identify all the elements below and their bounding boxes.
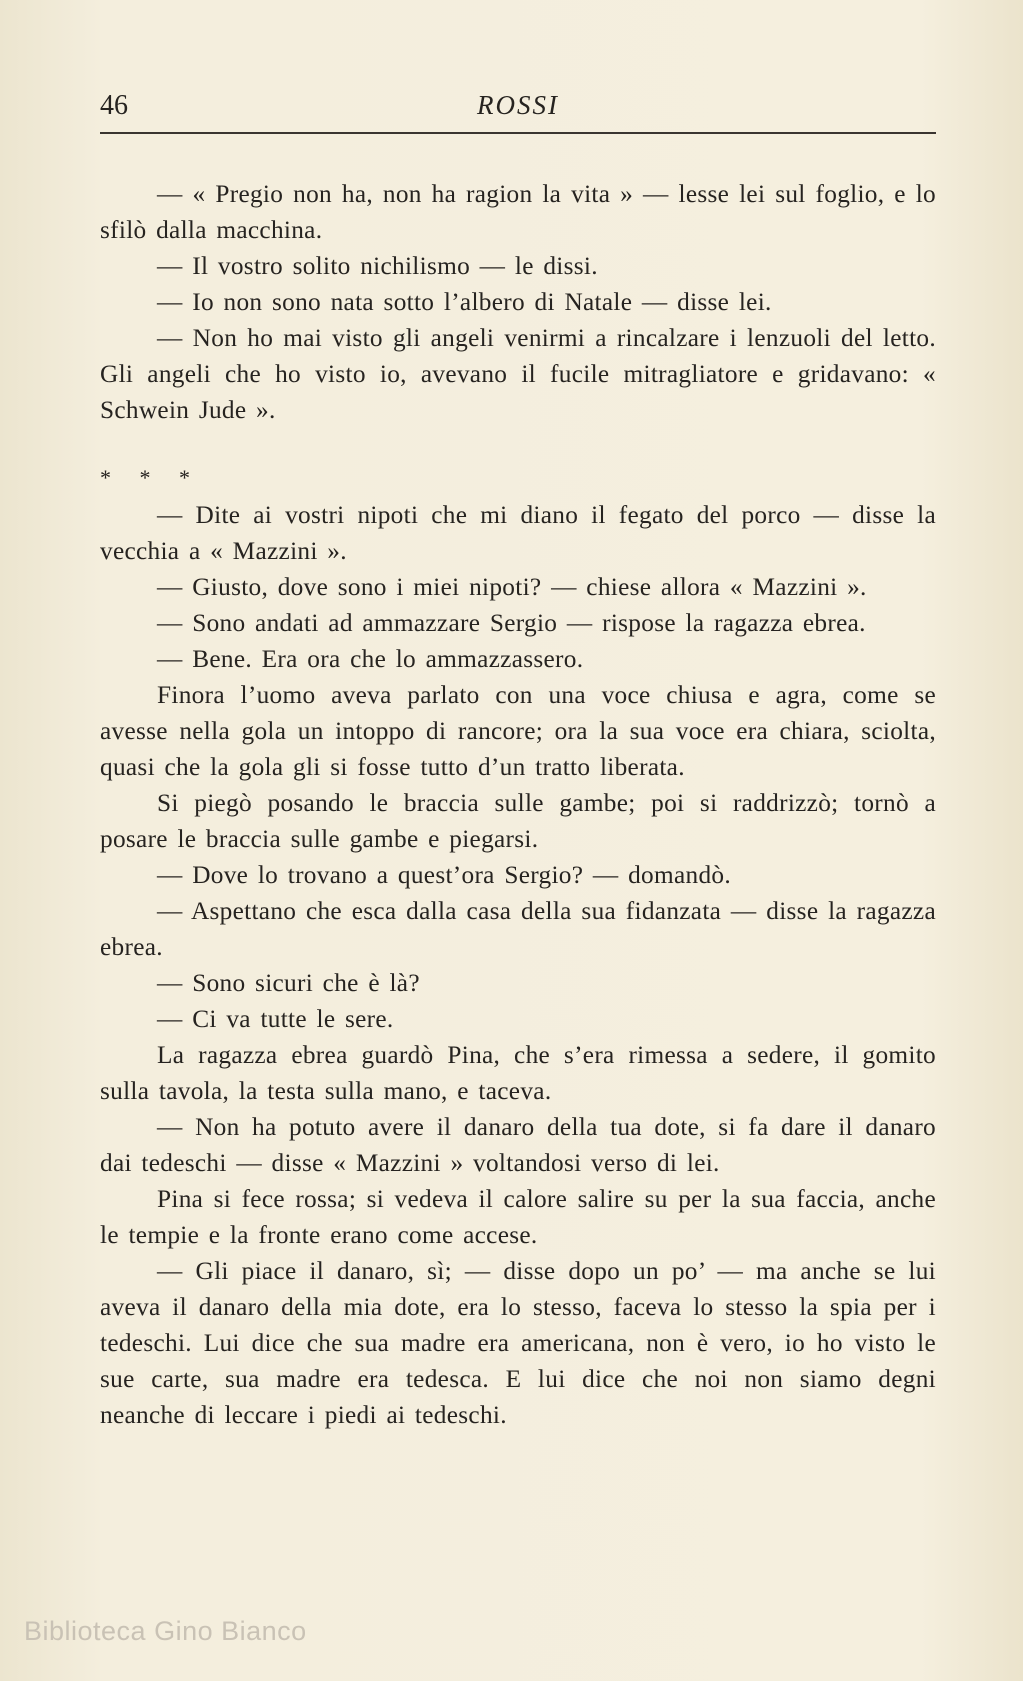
paragraph: — Aspettano che esca dalla casa della sua fidanzata — disse la ragazza ebrea. — [100, 897, 936, 961]
paragraph: — Gli piace il danaro, sì; — disse dopo un po’ — ma anche se lui aveva il danaro della mia dote, era lo stesso, faceva lo stesso la spia per i tedeschi. Lui dice che sua madre era americana, non è vero, io ho visto le sue carte, sua madre era tedesca. E lui dice che noi non siamo degni neanche di leccare i piedi ai tedeschi. — [100, 1257, 936, 1429]
header-rule — [100, 132, 936, 134]
paragraph: Pina si fece rossa; si vedeva il calore salire su per la sua faccia, anche le tempie e la fronte erano come accese. — [100, 1185, 936, 1249]
library-watermark: Biblioteca Gino Bianco — [24, 1616, 307, 1646]
paragraph: — Giusto, dove sono i miei nipoti? — chiese allora « Mazzini ». — [157, 573, 867, 601]
section-break: * * * — [100, 465, 200, 490]
paragraph: La ragazza ebrea guardò Pina, che s’era rimessa a sedere, il gomito sulla tavola, la testa sulla mano, e taceva. — [100, 1041, 936, 1105]
paragraph: — Il vostro solito nichilismo — le dissi. — [157, 252, 598, 280]
page-number: 46 — [100, 90, 128, 121]
paragraph: — Sono andati ad ammazzare Sergio — rispose la ragazza ebrea. — [157, 609, 866, 637]
paragraph: Finora l’uomo aveva parlato con una voce chiusa e agra, come se avesse nella gola un intoppo di rancore; ora la sua voce era chiara, sciolta, quasi che la gola gli si fosse tutto d’un tratto liberata. — [100, 681, 936, 781]
paragraph: — Ci va tutte le sere. — [157, 1005, 394, 1033]
running-title: ROSSI — [477, 90, 559, 120]
paragraph: — Io non sono nata sotto l’albero di Natale — disse lei. — [157, 288, 772, 316]
paragraph: — « Pregio non ha, non ha ragion la vita » — lesse lei sul foglio, e lo sfilò dalla macchina. — [100, 180, 936, 244]
paragraph: — Dove lo trovano a quest’ora Sergio? — domandò. — [157, 861, 731, 889]
paragraph: — Dite ai vostri nipoti che mi diano il fegato del porco — disse la vecchia a « Mazzini ». — [100, 501, 936, 565]
paragraph: — Non ha potuto avere il danaro della tua dote, si fa dare il danaro dai tedeschi — disse « Mazzini » voltandosi verso di lei. — [100, 1113, 936, 1177]
paragraph: Si piegò posando le braccia sulle gambe; poi si raddrizzò; tornò a posare le braccia sulle gambe e piegarsi. — [100, 789, 936, 853]
paragraph: — Sono sicuri che è là? — [157, 969, 420, 997]
paragraph: — Non ho mai visto gli angeli venirmi a rincalzare i lenzuoli del letto. Gli angeli che ho visto io, avevano il fucile mitragliatore e gridavano: « Schwein Jude ». — [100, 324, 936, 424]
page-header — [100, 86, 936, 126]
body-text — [100, 176, 936, 1433]
paragraph: — Bene. Era ora che lo ammazzassero. — [157, 645, 584, 673]
